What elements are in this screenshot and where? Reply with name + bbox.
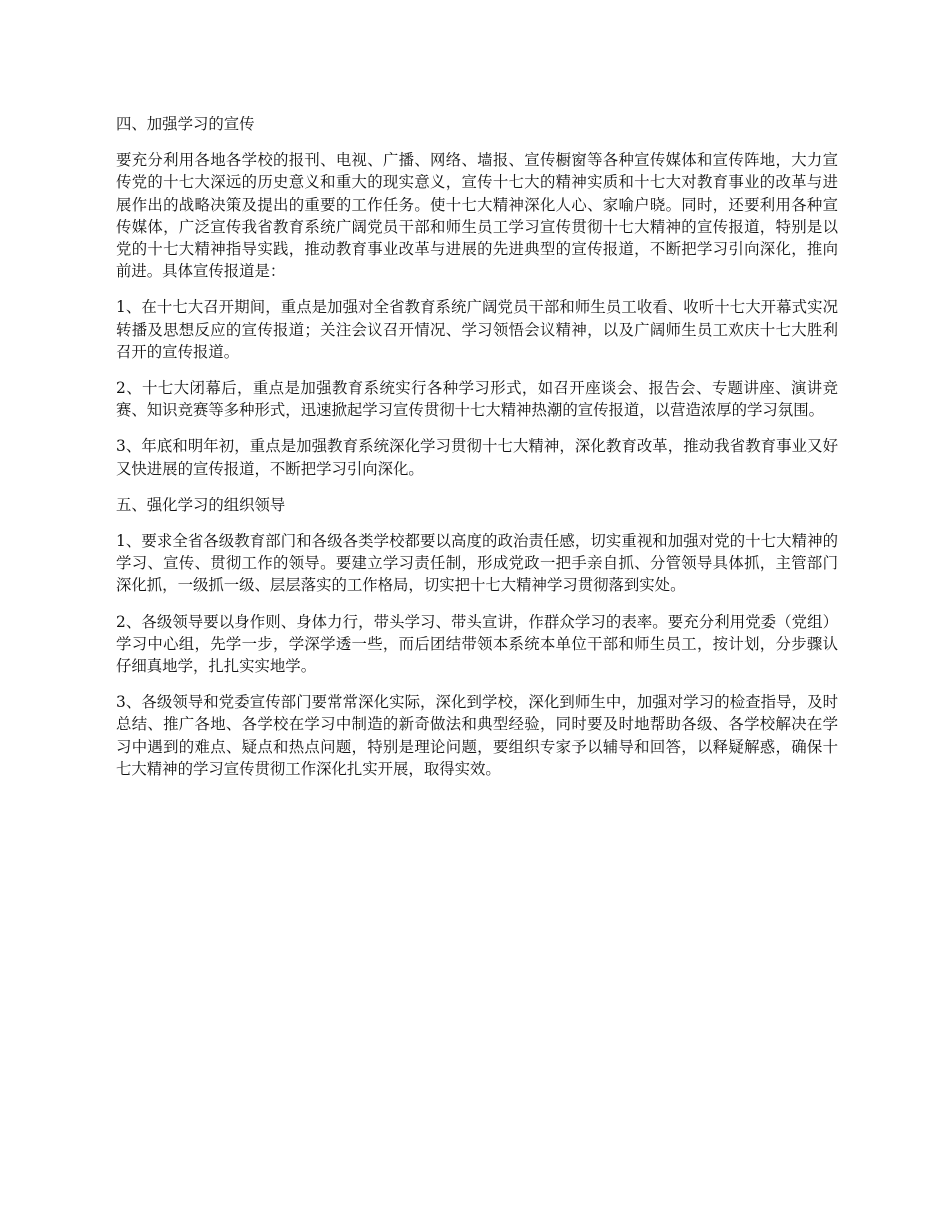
section4-item-1: 1、在十七大召开期间，重点是加强对全省教育系统广阔党员干部和师生员工收看、收听十七大开幕式实况转播及思想反应的宣传报道；关注会议召开情况、学习领悟会议精神，以及广阔师生员工欢庆十七大胜利召开的宣传报道。 bbox=[116, 298, 838, 361]
section4-intro: 要充分利用各地各学校的报刊、电视、广播、网络、墙报、宣传橱窗等各种宣传媒体和宣传阵地，大力宣传党的十七大深远的历史意义和重大的现实意义，宣传十七大的精神实质和十七大对教育事业的改革与进展作出的战略决策及提出的重要的工作任务。使十七大精神深化人心、家喻户晓。同时，还要利用各种宣传媒体，广泛宣传我省教育系统广阔党员干部和师生员工学习宣传贯彻十七大精神的宣传报道，特别是以党的十七大精神指导实践，推动教育事业改革与进展的先进典型的宣传报道，不断把学习引向深化，推向前进。具体宣传报道是： bbox=[116, 151, 838, 281]
section4-item-3: 3、年底和明年初，重点是加强教育系统深化学习贯彻十七大精神，深化教育改革，推动我省教育事业又好又快进展的宣传报道，不断把学习引向深化。 bbox=[116, 437, 838, 478]
section4-heading: 四、加强学习的宣传 bbox=[116, 115, 255, 133]
section5-item-1: 1、要求全省各级教育部门和各级各类学校都要以高度的政治责任感，切实重视和加强对党的十七大精神的学习、宣传、贯彻工作的领导。要建立学习责任制，形成党政一把手亲自抓、分管领导具体抓，主管部门深化抓，一级抓一级、层层落实的工作格局，切实把十七大精神学习贯彻落到实处。 bbox=[116, 532, 838, 595]
document-body bbox=[116, 113, 838, 794]
section5-item-2: 2、各级领导要以身作则、身体力行，带头学习、带头宣讲，作群众学习的表率。要充分利用党委（党组）学习中心组，先学一步，学深学透一些，而后团结带领本系统本单位干部和师生员工，按计划，分步骤认仔细真地学，扎扎实实地学。 bbox=[116, 612, 838, 676]
section4-item-2: 2、十七大闭幕后，重点是加强教育系统实行各种学习形式，如召开座谈会、报告会、专题讲座、演讲竞赛、知识竞赛等多种形式，迅速掀起学习宣传贯彻十七大精神热潮的宣传报道，以营造浓厚的学习氛围。 bbox=[116, 379, 838, 420]
section5-item-3: 3、各级领导和党委宣传部门要常常深化实际，深化到学校，深化到师生中，加强对学习的检查指导，及时总结、推广各地、各学校在学习中制造的新奇做法和典型经验，同时要及时地帮助各级、各学校解决在学习中遇到的难点、疑点和热点问题，特别是理论问题，要组织专家予以辅导和回答，以释疑解惑，确保十七大精神的学习宣传贯彻工作深化扎实开展，取得实效。 bbox=[116, 693, 838, 778]
section5-heading: 五、强化学习的组织领导 bbox=[116, 495, 286, 514]
